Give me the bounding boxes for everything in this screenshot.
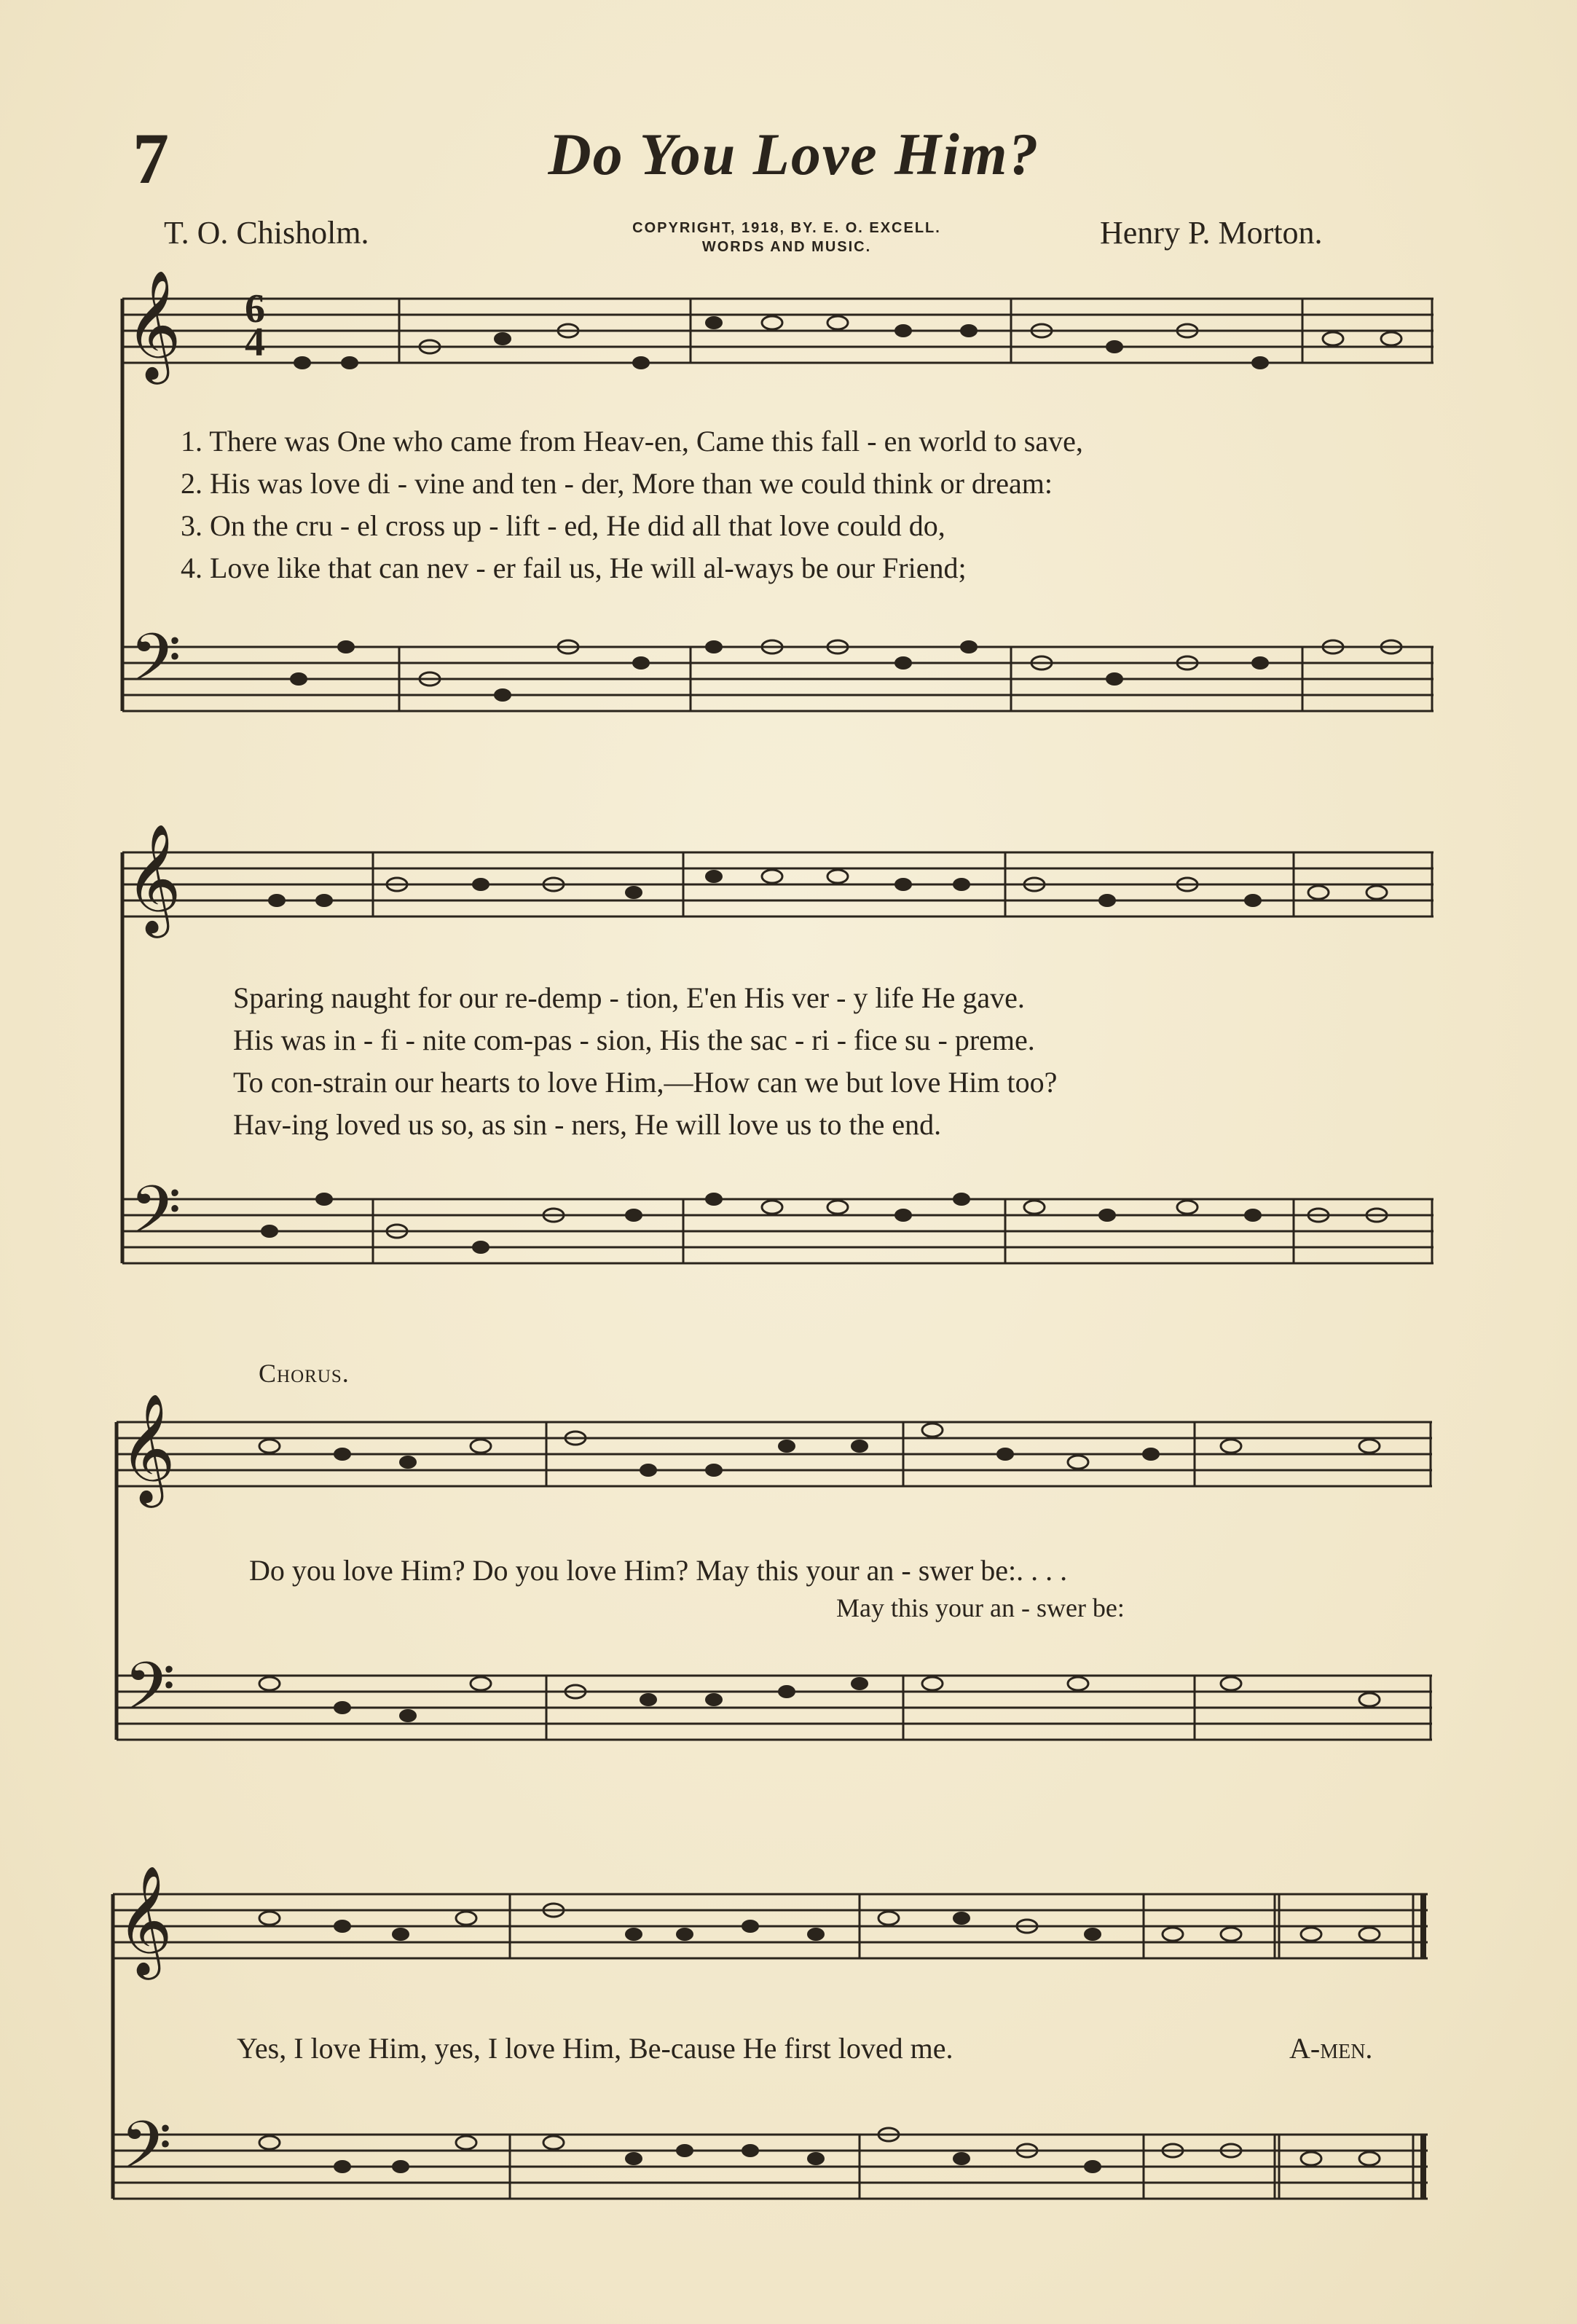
staff-graphics-4	[0, 1887, 1577, 2251]
bass-clef-icon: 𝄢	[124, 1651, 176, 1740]
bass-clef-icon: 𝄢	[120, 2110, 172, 2199]
verse-1-line-1: 1. There was One who came from Heav-en, Came this fall - en world to save,	[181, 425, 1083, 458]
treble-clef-icon: 𝄞	[117, 1869, 173, 1974]
amen-label: A-men.	[1289, 2032, 1373, 2065]
staff-graphics-1	[0, 0, 1577, 801]
treble-clef-icon: 𝄞	[119, 1397, 176, 1501]
chorus-line-1: Do you love Him? Do you love Him? May this your an - swer be:. . . .	[249, 1554, 1068, 1587]
copyright-line: COPYRIGHT, 1918, BY. E. O. EXCELL.	[632, 220, 941, 236]
composer-credit: Henry P. Morton.	[1100, 215, 1323, 251]
music-system-2	[0, 827, 1577, 1348]
author-credit: T. O. Chisholm.	[164, 215, 369, 251]
verse-4-line-2: Hav-ing loved us so, as sin - ners, He will love us to the end.	[233, 1108, 942, 1141]
verse-3-line-2: To con-strain our hearts to love Him,—How can we but love Him too?	[233, 1066, 1058, 1099]
music-system-3	[0, 1397, 1577, 1778]
chorus-label: Chorus.	[259, 1359, 350, 1388]
staff-graphics-3	[0, 1413, 1577, 1778]
hymn-number: 7	[133, 118, 169, 199]
chorus-echo-line: May this your an - swer be:	[836, 1593, 1125, 1622]
bass-clef-icon: 𝄢	[130, 622, 181, 711]
copyright-sub-line: WORDS AND MUSIC.	[701, 239, 872, 255]
music-system-1	[0, 0, 1577, 801]
time-signature-bottom: 4	[245, 320, 265, 365]
verse-1-line-2: Sparing naught for our re-demp - tion, E'en His ver - y life He gave.	[233, 981, 1025, 1014]
chorus-final-line: Yes, I love Him, yes, I love Him, Be-cause He first loved me.	[237, 2032, 953, 2065]
treble-clef-icon: 𝄞	[125, 273, 181, 378]
music-system-4	[0, 1869, 1577, 2251]
verse-2-line-2: His was in - fi - nite com-pas - sion, His the sac - ri - fice su - preme.	[233, 1024, 1035, 1056]
hymn-title: Do You Love Him?	[548, 121, 1040, 187]
verse-3-line-1: 3. On the cru - el cross up - lift - ed, He did all that love could do,	[181, 509, 945, 542]
treble-clef-icon: 𝄞	[125, 827, 181, 932]
time-signature-top: 6	[245, 286, 265, 331]
bass-clef-icon: 𝄢	[130, 1174, 181, 1263]
verse-4-line-1: 4. Love like that can nev - er fail us, He will al-ways be our Friend;	[181, 551, 967, 584]
verse-2-line-1: 2. His was love di - vine and ten - der, More than we could think or dream:	[181, 467, 1053, 500]
